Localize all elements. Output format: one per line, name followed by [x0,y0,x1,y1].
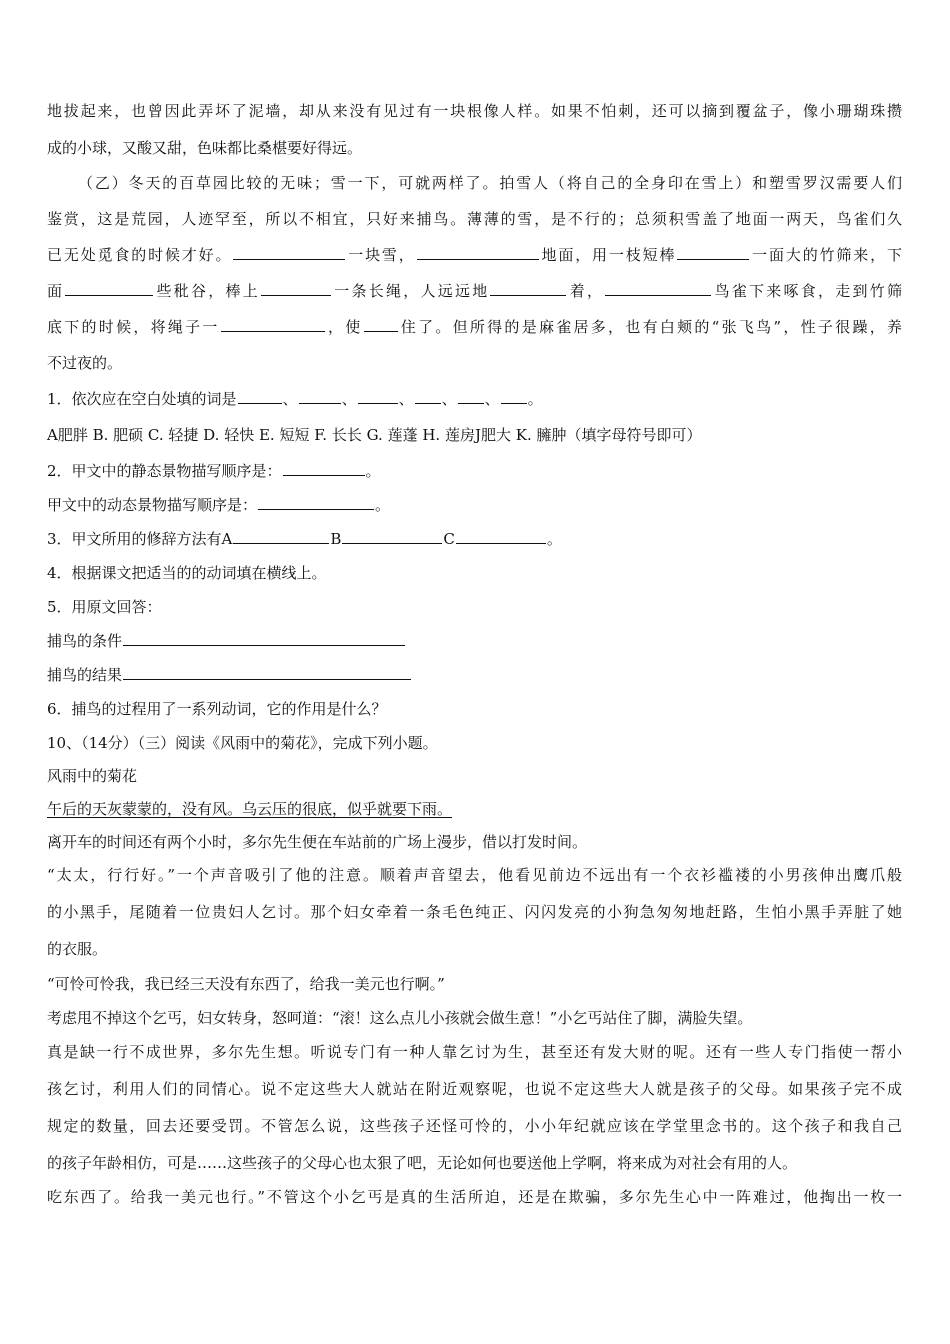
answer-blank[interactable] [123,664,411,680]
question-5: 5．用原文回答： [47,598,162,616]
passage-text: 一面大的竹筛来，下 [750,246,902,264]
section-heading: 10、（14分）（三）阅读《风雨中的菊花》，完成下列小题。 [47,734,438,752]
article-line: “太太，行行好。”一个声音吸引了他的注意。顺着声音望去，他看见前边不远出有一个衣衫褴褛的小男孩伸出鹰爪般 [47,866,902,884]
passage-line: 鉴赏，这是荒园，人迹罕至，所以不相宜，只好来捕鸟。薄薄的雪，是不行的；总须积雪盖了地面一两天，鸟雀们久 [47,210,902,228]
fill-blank[interactable] [490,280,566,296]
article-paragraph: 午后的天灰蒙蒙的，没有风。乌云压的很底，似乎就要下雨。 [47,800,453,818]
passage-line [47,280,902,302]
passage-text: 着， [567,282,605,300]
question-text: 。 [546,530,562,548]
fill-blank[interactable] [65,280,153,296]
fill-blank[interactable] [677,244,749,260]
passage-text: ，使 [325,318,363,336]
question-text: 甲文中的动态景物描写顺序是： [47,496,258,514]
question-6: 6．捕鸟的过程用了一系列动词，它的作用是什么？ [47,700,387,718]
answer-blank[interactable] [358,388,398,404]
answer-blank[interactable] [283,460,365,476]
question-text: 3．甲文所用的修辞方法有A [47,530,233,548]
article-paragraph: “可怜可怜我，我已经三天没有东西了，给我一美元也行啊。” [47,975,445,993]
article-title: 风雨中的菊花 [47,767,138,785]
answer-blank[interactable] [458,388,484,404]
article-paragraph: 离开车的时间还有两个小时，多尔先生便在车站前的广场上漫步，借以打发时间。 [47,833,588,851]
passage-text: 一块雪， [346,246,416,264]
article-line: 吃东西了。给我一美元也行。”不管这个小乞丐是真的生活所迫，还是在欺骗，多尔先生心中一阵难过，他掏出一枚一 [47,1188,902,1206]
passage-text: 一条长绳，人远远地 [331,282,490,300]
article-paragraph: 考虑甩不掉这个乞丐，妇女转身，怒呵道：“滚！这么点儿小孩就会做生意！”小乞丐站住了脚，满脸失望。 [47,1009,753,1027]
question-5-condition [47,630,406,652]
passage-line: 地拔起来，也曾因此弄坏了泥墙，却从来没有见过有一块根像人样。如果不怕刺，还可以摘到覆盆子，像小珊瑚珠攒 [47,102,902,120]
article-line: 的小黑手，尾随着一位贵妇人乞讨。那个妇女牵着一条毛色纯正、闪闪发亮的小狗急匆匆地赶路，生怕小黑手弄脏了她 [47,903,902,921]
fill-blank[interactable] [605,280,711,296]
fill-blank[interactable] [233,244,345,260]
question-5-result [47,664,412,686]
answer-blank[interactable] [456,528,546,544]
separator: 、 [441,390,457,408]
question-1 [47,388,543,410]
question-text: C [443,530,455,548]
answer-blank[interactable] [501,388,527,404]
answer-blank[interactable] [415,388,441,404]
passage-text: 鸟雀下来啄食，走到竹筛 [712,282,902,300]
passage-line: （乙）冬天的百草园比较的无味；雪一下，可就两样了。拍雪人（将自己的全身印在雪上）和塑雪罗汉需要人们 [78,174,902,192]
fill-blank[interactable] [364,316,398,332]
question-text: 捕鸟的条件 [47,632,123,650]
passage-line [47,244,902,266]
question-text: 捕鸟的结果 [47,666,123,684]
separator: 、 [484,390,500,408]
passage-line: 不过夜的。 [47,354,123,372]
separator: 、 [398,390,414,408]
fill-blank[interactable] [261,280,331,296]
fill-blank[interactable] [221,316,325,332]
separator: 、 [282,390,298,408]
question-3 [47,528,562,550]
passage-text: 地面，用一枝短棒 [539,246,677,264]
answer-blank[interactable] [238,388,282,404]
question-text: 。 [365,462,381,480]
question-4: 4．根据课文把适当的的动词填在横线上。 [47,564,327,582]
question-text: 。 [375,496,391,514]
article-line: 规定的数量，回去还要受罚。不管怎么说，这些孩子还怪可怜的，小小年纪就应该在学堂里念书的。这个孩子和我自己 [47,1117,902,1135]
question-text: 1．依次应在空白处填的词是 [47,390,237,408]
passage-text: 面 [47,282,65,300]
answer-blank[interactable] [342,528,442,544]
passage-text: 底下的时候，将绳子一 [47,318,220,336]
article-line: 孩乞讨，利用人们的同情心。说不定这些大人就站在附近观察呢，也说不定这些大人就是孩子的父母。如果孩子完不成 [47,1080,902,1098]
passage-text: 些秕谷，棒上 [154,282,260,300]
question-2a [47,460,381,482]
answer-blank[interactable] [299,388,341,404]
article-line: 的衣服。 [47,940,108,958]
separator: 、 [341,390,357,408]
fill-blank[interactable] [417,244,539,260]
question-1-options: A肥胖 B. 肥硕 C. 轻捷 D. 轻快 E. 短短 F. 长长 G. 莲蓬 H. 莲房J肥大 K. 臃肿（填字母符号即可） [47,426,702,444]
answer-blank[interactable] [233,528,329,544]
passage-line [47,316,902,338]
question-text: B [330,530,342,548]
question-text: 2．甲文中的静态景物描写顺序是： [47,462,282,480]
answer-blank[interactable] [258,494,374,510]
article-line: 的孩子年龄相仿，可是……这些孩子的父母心也太狠了吧，无论如何也要送他上学啊，将来成为对社会有用的人。 [47,1154,798,1172]
passage-text: 已无处觅食的时候才好。 [47,246,233,264]
article-line: 真是缺一行不成世界，多尔先生想。听说专门有一种人靠乞讨为生，甚至还有发大财的呢。还有一些人专门指使一帮小 [47,1043,902,1061]
passage-line: 成的小球，又酸又甜，色味都比桑椹要好得远。 [47,139,363,157]
passage-text: 住了。但所得的是麻雀居多，也有白颊的“张飞鸟”，性子很躁，养 [398,318,902,336]
question-2b [47,494,390,516]
answer-blank[interactable] [123,630,405,646]
question-text: 。 [527,390,543,408]
